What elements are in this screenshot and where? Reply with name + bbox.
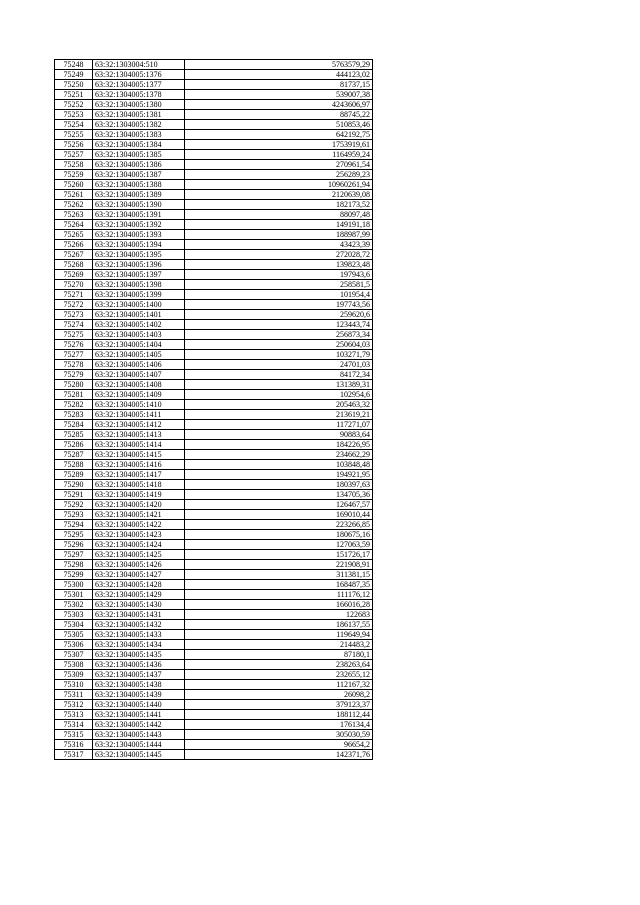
- row-number-cell: 75265: [55, 230, 93, 240]
- table-row: [55, 730, 373, 740]
- row-number-cell: 75294: [55, 520, 93, 530]
- cadastral-value-cell: 188987,99: [185, 230, 373, 240]
- cadastral-number-cell: 63:32:1304005:1393: [93, 230, 185, 240]
- table-row: [55, 100, 373, 110]
- cadastral-number-cell: 63:32:1304005:1439: [93, 690, 185, 700]
- row-number-cell: 75255: [55, 130, 93, 140]
- table-row: [55, 370, 373, 380]
- table-row: [55, 300, 373, 310]
- row-number-cell: 75300: [55, 580, 93, 590]
- cadastral-number-cell: 63:32:1304005:1402: [93, 320, 185, 330]
- row-number-cell: 75296: [55, 540, 93, 550]
- table-row: [55, 740, 373, 750]
- row-number-cell: 75273: [55, 310, 93, 320]
- row-number-cell: 75316: [55, 740, 93, 750]
- row-number-cell: 75307: [55, 650, 93, 660]
- cadastral-number-cell: 63:32:1304005:1404: [93, 340, 185, 350]
- row-number-cell: 75252: [55, 100, 93, 110]
- cadastral-number-cell: 63:32:1304005:1412: [93, 420, 185, 430]
- row-number-cell: 75291: [55, 490, 93, 500]
- cadastral-number-cell: 63:32:1304005:1383: [93, 130, 185, 140]
- table-row: [55, 750, 373, 760]
- cadastral-value-cell: 169010,44: [185, 510, 373, 520]
- row-number-cell: 75269: [55, 270, 93, 280]
- cadastral-number-cell: 63:32:1304005:1376: [93, 70, 185, 80]
- row-number-cell: 75274: [55, 320, 93, 330]
- cadastral-number-cell: 63:32:1303004:510: [93, 60, 185, 70]
- cadastral-value-cell: 43423,39: [185, 240, 373, 250]
- cadastral-number-cell: 63:32:1304005:1409: [93, 390, 185, 400]
- row-number-cell: 75312: [55, 700, 93, 710]
- cadastral-value-cell: 142371,76: [185, 750, 373, 760]
- cadastral-value-cell: 272028,72: [185, 250, 373, 260]
- table-row: [55, 490, 373, 500]
- table-row: [55, 250, 373, 260]
- row-number-cell: 75262: [55, 200, 93, 210]
- row-number-cell: 75302: [55, 600, 93, 610]
- table-row: [55, 390, 373, 400]
- cadastral-value-cell: 1164959,24: [185, 150, 373, 160]
- cadastral-value-cell: 103848,48: [185, 460, 373, 470]
- table-row: [55, 660, 373, 670]
- cadastral-value-cell: 1753919,61: [185, 140, 373, 150]
- cadastral-value-table: [54, 59, 373, 760]
- cadastral-value-cell: 232655,12: [185, 670, 373, 680]
- table-row: [55, 130, 373, 140]
- table-row: [55, 480, 373, 490]
- table-row: [55, 110, 373, 120]
- cadastral-value-cell: 131389,31: [185, 380, 373, 390]
- row-number-cell: 75279: [55, 370, 93, 380]
- cadastral-value-cell: 270961,54: [185, 160, 373, 170]
- cadastral-number-cell: 63:32:1304005:1429: [93, 590, 185, 600]
- cadastral-value-cell: 166016,28: [185, 600, 373, 610]
- table-row: [55, 410, 373, 420]
- table-row: [55, 210, 373, 220]
- cadastral-number-cell: 63:32:1304005:1414: [93, 440, 185, 450]
- cadastral-number-cell: 63:32:1304005:1438: [93, 680, 185, 690]
- cadastral-number-cell: 63:32:1304005:1416: [93, 460, 185, 470]
- row-number-cell: 75276: [55, 340, 93, 350]
- table-row: [55, 510, 373, 520]
- cadastral-number-cell: 63:32:1304005:1436: [93, 660, 185, 670]
- cadastral-value-cell: 134705,36: [185, 490, 373, 500]
- cadastral-number-cell: 63:32:1304005:1398: [93, 280, 185, 290]
- row-number-cell: 75301: [55, 590, 93, 600]
- table-row: [55, 550, 373, 560]
- cadastral-value-cell: 90883,64: [185, 430, 373, 440]
- cadastral-number-cell: 63:32:1304005:1391: [93, 210, 185, 220]
- cadastral-number-cell: 63:32:1304005:1405: [93, 350, 185, 360]
- table-row: [55, 240, 373, 250]
- table-row: [55, 530, 373, 540]
- cadastral-number-cell: 63:32:1304005:1384: [93, 140, 185, 150]
- cadastral-value-cell: 168487,35: [185, 580, 373, 590]
- row-number-cell: 75298: [55, 560, 93, 570]
- row-number-cell: 75311: [55, 690, 93, 700]
- cadastral-value-cell: 2120639,08: [185, 190, 373, 200]
- cadastral-value-cell: 510853,46: [185, 120, 373, 130]
- row-number-cell: 75277: [55, 350, 93, 360]
- cadastral-value-cell: 188112,44: [185, 710, 373, 720]
- cadastral-value-cell: 26098,2: [185, 690, 373, 700]
- row-number-cell: 75309: [55, 670, 93, 680]
- cadastral-value-cell: 197743,56: [185, 300, 373, 310]
- table-row: [55, 90, 373, 100]
- cadastral-value-cell: 88097,48: [185, 210, 373, 220]
- table-row: [55, 520, 373, 530]
- table-body: [55, 60, 373, 760]
- cadastral-number-cell: 63:32:1304005:1435: [93, 650, 185, 660]
- cadastral-value-cell: 223266,85: [185, 520, 373, 530]
- cadastral-number-cell: 63:32:1304005:1403: [93, 330, 185, 340]
- cadastral-value-cell: 642192,75: [185, 130, 373, 140]
- table-row: [55, 630, 373, 640]
- table-row: [55, 580, 373, 590]
- row-number-cell: 75292: [55, 500, 93, 510]
- table-row: [55, 710, 373, 720]
- table-row: [55, 230, 373, 240]
- row-number-cell: 75256: [55, 140, 93, 150]
- cadastral-value-cell: 4243606,97: [185, 100, 373, 110]
- cadastral-value-cell: 221908,91: [185, 560, 373, 570]
- cadastral-value-cell: 117271,07: [185, 420, 373, 430]
- table-row: [55, 590, 373, 600]
- cadastral-value-cell: 122683: [185, 610, 373, 620]
- cadastral-value-cell: 444123,02: [185, 70, 373, 80]
- table-row: [55, 200, 373, 210]
- table-row: [55, 560, 373, 570]
- table-row: [55, 610, 373, 620]
- table-row: [55, 140, 373, 150]
- cadastral-number-cell: 63:32:1304005:1421: [93, 510, 185, 520]
- table-row: [55, 60, 373, 70]
- table-row: [55, 600, 373, 610]
- row-number-cell: 75270: [55, 280, 93, 290]
- table-row: [55, 360, 373, 370]
- cadastral-number-cell: 63:32:1304005:1418: [93, 480, 185, 490]
- row-number-cell: 75286: [55, 440, 93, 450]
- cadastral-value-cell: 176134,4: [185, 720, 373, 730]
- cadastral-number-cell: 63:32:1304005:1385: [93, 150, 185, 160]
- table-row: [55, 170, 373, 180]
- cadastral-value-cell: 213619,21: [185, 410, 373, 420]
- cadastral-number-cell: 63:32:1304005:1434: [93, 640, 185, 650]
- table-row: [55, 690, 373, 700]
- cadastral-number-cell: 63:32:1304005:1441: [93, 710, 185, 720]
- row-number-cell: 75310: [55, 680, 93, 690]
- row-number-cell: 75263: [55, 210, 93, 220]
- cadastral-value-cell: 123443,74: [185, 320, 373, 330]
- row-number-cell: 75284: [55, 420, 93, 430]
- table-row: [55, 680, 373, 690]
- table-row: [55, 570, 373, 580]
- cadastral-value-cell: 126467,57: [185, 500, 373, 510]
- cadastral-number-cell: 63:32:1304005:1428: [93, 580, 185, 590]
- row-number-cell: 75278: [55, 360, 93, 370]
- cadastral-value-cell: 256873,34: [185, 330, 373, 340]
- row-number-cell: 75275: [55, 330, 93, 340]
- table-row: [55, 270, 373, 280]
- table-row: [55, 180, 373, 190]
- cadastral-number-cell: 63:32:1304005:1394: [93, 240, 185, 250]
- table-row: [55, 450, 373, 460]
- cadastral-number-cell: 63:32:1304005:1423: [93, 530, 185, 540]
- cadastral-value-cell: 184226,95: [185, 440, 373, 450]
- cadastral-value-cell: 127063,59: [185, 540, 373, 550]
- row-number-cell: 75285: [55, 430, 93, 440]
- row-number-cell: 75259: [55, 170, 93, 180]
- cadastral-number-cell: 63:32:1304005:1419: [93, 490, 185, 500]
- cadastral-number-cell: 63:32:1304005:1378: [93, 90, 185, 100]
- cadastral-number-cell: 63:32:1304005:1396: [93, 260, 185, 270]
- cadastral-number-cell: 63:32:1304005:1425: [93, 550, 185, 560]
- cadastral-number-cell: 63:32:1304005:1442: [93, 720, 185, 730]
- row-number-cell: 75248: [55, 60, 93, 70]
- cadastral-number-cell: 63:32:1304005:1399: [93, 290, 185, 300]
- table-row: [55, 400, 373, 410]
- table-row: [55, 120, 373, 130]
- cadastral-number-cell: 63:32:1304005:1440: [93, 700, 185, 710]
- cadastral-value-cell: 103271,79: [185, 350, 373, 360]
- cadastral-value-cell: 539007,38: [185, 90, 373, 100]
- cadastral-value-cell: 87180,1: [185, 650, 373, 660]
- row-number-cell: 75249: [55, 70, 93, 80]
- cadastral-value-cell: 214483,2: [185, 640, 373, 650]
- cadastral-value-cell: 112167,32: [185, 680, 373, 690]
- row-number-cell: 75306: [55, 640, 93, 650]
- cadastral-number-cell: 63:32:1304005:1420: [93, 500, 185, 510]
- table-row: [55, 670, 373, 680]
- cadastral-number-cell: 63:32:1304005:1392: [93, 220, 185, 230]
- cadastral-value-cell: 379123,37: [185, 700, 373, 710]
- cadastral-value-cell: 96654,2: [185, 740, 373, 750]
- table-row: [55, 280, 373, 290]
- row-number-cell: 75304: [55, 620, 93, 630]
- table-row: [55, 380, 373, 390]
- table-row: [55, 620, 373, 630]
- row-number-cell: 75261: [55, 190, 93, 200]
- table-row: [55, 310, 373, 320]
- cadastral-number-cell: 63:32:1304005:1386: [93, 160, 185, 170]
- table-row: [55, 470, 373, 480]
- cadastral-value-cell: 101954,4: [185, 290, 373, 300]
- cadastral-number-cell: 63:32:1304005:1400: [93, 300, 185, 310]
- cadastral-value-cell: 305030,59: [185, 730, 373, 740]
- row-number-cell: 75295: [55, 530, 93, 540]
- cadastral-number-cell: 63:32:1304005:1443: [93, 730, 185, 740]
- row-number-cell: 75288: [55, 460, 93, 470]
- cadastral-value-cell: 149191,18: [185, 220, 373, 230]
- table-row: [55, 640, 373, 650]
- table-row: [55, 330, 373, 340]
- row-number-cell: 75254: [55, 120, 93, 130]
- table-row: [55, 420, 373, 430]
- row-number-cell: 75266: [55, 240, 93, 250]
- cadastral-number-cell: 63:32:1304005:1413: [93, 430, 185, 440]
- table-row: [55, 720, 373, 730]
- table-row: [55, 80, 373, 90]
- cadastral-number-cell: 63:32:1304005:1433: [93, 630, 185, 640]
- cadastral-value-cell: 84172,34: [185, 370, 373, 380]
- cadastral-value-cell: 311381,15: [185, 570, 373, 580]
- cadastral-value-cell: 238263,64: [185, 660, 373, 670]
- cadastral-value-cell: 24701,03: [185, 360, 373, 370]
- table-row: [55, 70, 373, 80]
- cadastral-number-cell: 63:32:1304005:1381: [93, 110, 185, 120]
- cadastral-number-cell: 63:32:1304005:1390: [93, 200, 185, 210]
- table-row: [55, 440, 373, 450]
- cadastral-value-cell: 5763579,29: [185, 60, 373, 70]
- cadastral-value-cell: 234662,29: [185, 450, 373, 460]
- cadastral-value-cell: 186137,55: [185, 620, 373, 630]
- row-number-cell: 75283: [55, 410, 93, 420]
- table-row: [55, 500, 373, 510]
- cadastral-number-cell: 63:32:1304005:1432: [93, 620, 185, 630]
- cadastral-number-cell: 63:32:1304005:1388: [93, 180, 185, 190]
- cadastral-number-cell: 63:32:1304005:1426: [93, 560, 185, 570]
- cadastral-value-cell: 180675,16: [185, 530, 373, 540]
- table-row: [55, 160, 373, 170]
- row-number-cell: 75289: [55, 470, 93, 480]
- table-row: [55, 460, 373, 470]
- cadastral-value-cell: 139823,48: [185, 260, 373, 270]
- table-row: [55, 260, 373, 270]
- table-row: [55, 350, 373, 360]
- cadastral-number-cell: 63:32:1304005:1401: [93, 310, 185, 320]
- cadastral-value-cell: 102954,6: [185, 390, 373, 400]
- table-row: [55, 150, 373, 160]
- row-number-cell: 75290: [55, 480, 93, 490]
- cadastral-value-cell: 256289,23: [185, 170, 373, 180]
- cadastral-number-cell: 63:32:1304005:1410: [93, 400, 185, 410]
- table-row: [55, 700, 373, 710]
- row-number-cell: 75268: [55, 260, 93, 270]
- row-number-cell: 75260: [55, 180, 93, 190]
- row-number-cell: 75287: [55, 450, 93, 460]
- cadastral-number-cell: 63:32:1304005:1408: [93, 380, 185, 390]
- cadastral-number-cell: 63:32:1304005:1387: [93, 170, 185, 180]
- row-number-cell: 75282: [55, 400, 93, 410]
- row-number-cell: 75267: [55, 250, 93, 260]
- table-row: [55, 540, 373, 550]
- cadastral-value-cell: 151726,17: [185, 550, 373, 560]
- cadastral-value-cell: 111176,12: [185, 590, 373, 600]
- row-number-cell: 75293: [55, 510, 93, 520]
- row-number-cell: 75251: [55, 90, 93, 100]
- cadastral-value-cell: 10960261,94: [185, 180, 373, 190]
- row-number-cell: 75272: [55, 300, 93, 310]
- table-row: [55, 430, 373, 440]
- cadastral-number-cell: 63:32:1304005:1430: [93, 600, 185, 610]
- row-number-cell: 75305: [55, 630, 93, 640]
- cadastral-number-cell: 63:32:1304005:1422: [93, 520, 185, 530]
- row-number-cell: 75313: [55, 710, 93, 720]
- row-number-cell: 75315: [55, 730, 93, 740]
- cadastral-number-cell: 63:32:1304005:1406: [93, 360, 185, 370]
- cadastral-value-cell: 182173,52: [185, 200, 373, 210]
- cadastral-value-cell: 197943,6: [185, 270, 373, 280]
- row-number-cell: 75264: [55, 220, 93, 230]
- row-number-cell: 75281: [55, 390, 93, 400]
- cadastral-value-cell: 119649,94: [185, 630, 373, 640]
- cadastral-number-cell: 63:32:1304005:1415: [93, 450, 185, 460]
- cadastral-value-cell: 205463,32: [185, 400, 373, 410]
- cadastral-value-cell: 180397,63: [185, 480, 373, 490]
- row-number-cell: 75303: [55, 610, 93, 620]
- row-number-cell: 75253: [55, 110, 93, 120]
- cadastral-number-cell: 63:32:1304005:1445: [93, 750, 185, 760]
- cadastral-number-cell: 63:32:1304005:1427: [93, 570, 185, 580]
- cadastral-value-cell: 259620,6: [185, 310, 373, 320]
- row-number-cell: 75299: [55, 570, 93, 580]
- cadastral-number-cell: 63:32:1304005:1444: [93, 740, 185, 750]
- cadastral-number-cell: 63:32:1304005:1407: [93, 370, 185, 380]
- row-number-cell: 75280: [55, 380, 93, 390]
- row-number-cell: 75258: [55, 160, 93, 170]
- cadastral-number-cell: 63:32:1304005:1380: [93, 100, 185, 110]
- cadastral-number-cell: 63:32:1304005:1424: [93, 540, 185, 550]
- cadastral-value-cell: 258581,5: [185, 280, 373, 290]
- cadastral-number-cell: 63:32:1304005:1395: [93, 250, 185, 260]
- cadastral-number-cell: 63:32:1304005:1417: [93, 470, 185, 480]
- cadastral-value-cell: 250604,03: [185, 340, 373, 350]
- cadastral-number-cell: 63:32:1304005:1411: [93, 410, 185, 420]
- cadastral-number-cell: 63:32:1304005:1431: [93, 610, 185, 620]
- cadastral-value-cell: 81737,15: [185, 80, 373, 90]
- cadastral-value-cell: 88745,22: [185, 110, 373, 120]
- cadastral-number-cell: 63:32:1304005:1382: [93, 120, 185, 130]
- table-row: [55, 340, 373, 350]
- table-row: [55, 290, 373, 300]
- row-number-cell: 75297: [55, 550, 93, 560]
- cadastral-number-cell: 63:32:1304005:1437: [93, 670, 185, 680]
- row-number-cell: 75308: [55, 660, 93, 670]
- cadastral-number-cell: 63:32:1304005:1389: [93, 190, 185, 200]
- row-number-cell: 75257: [55, 150, 93, 160]
- cadastral-value-cell: 194921,95: [185, 470, 373, 480]
- row-number-cell: 75314: [55, 720, 93, 730]
- row-number-cell: 75317: [55, 750, 93, 760]
- cadastral-number-cell: 63:32:1304005:1377: [93, 80, 185, 90]
- cadastral-number-cell: 63:32:1304005:1397: [93, 270, 185, 280]
- table-row: [55, 220, 373, 230]
- table-row: [55, 650, 373, 660]
- row-number-cell: 75271: [55, 290, 93, 300]
- row-number-cell: 75250: [55, 80, 93, 90]
- table-row: [55, 190, 373, 200]
- table-row: [55, 320, 373, 330]
